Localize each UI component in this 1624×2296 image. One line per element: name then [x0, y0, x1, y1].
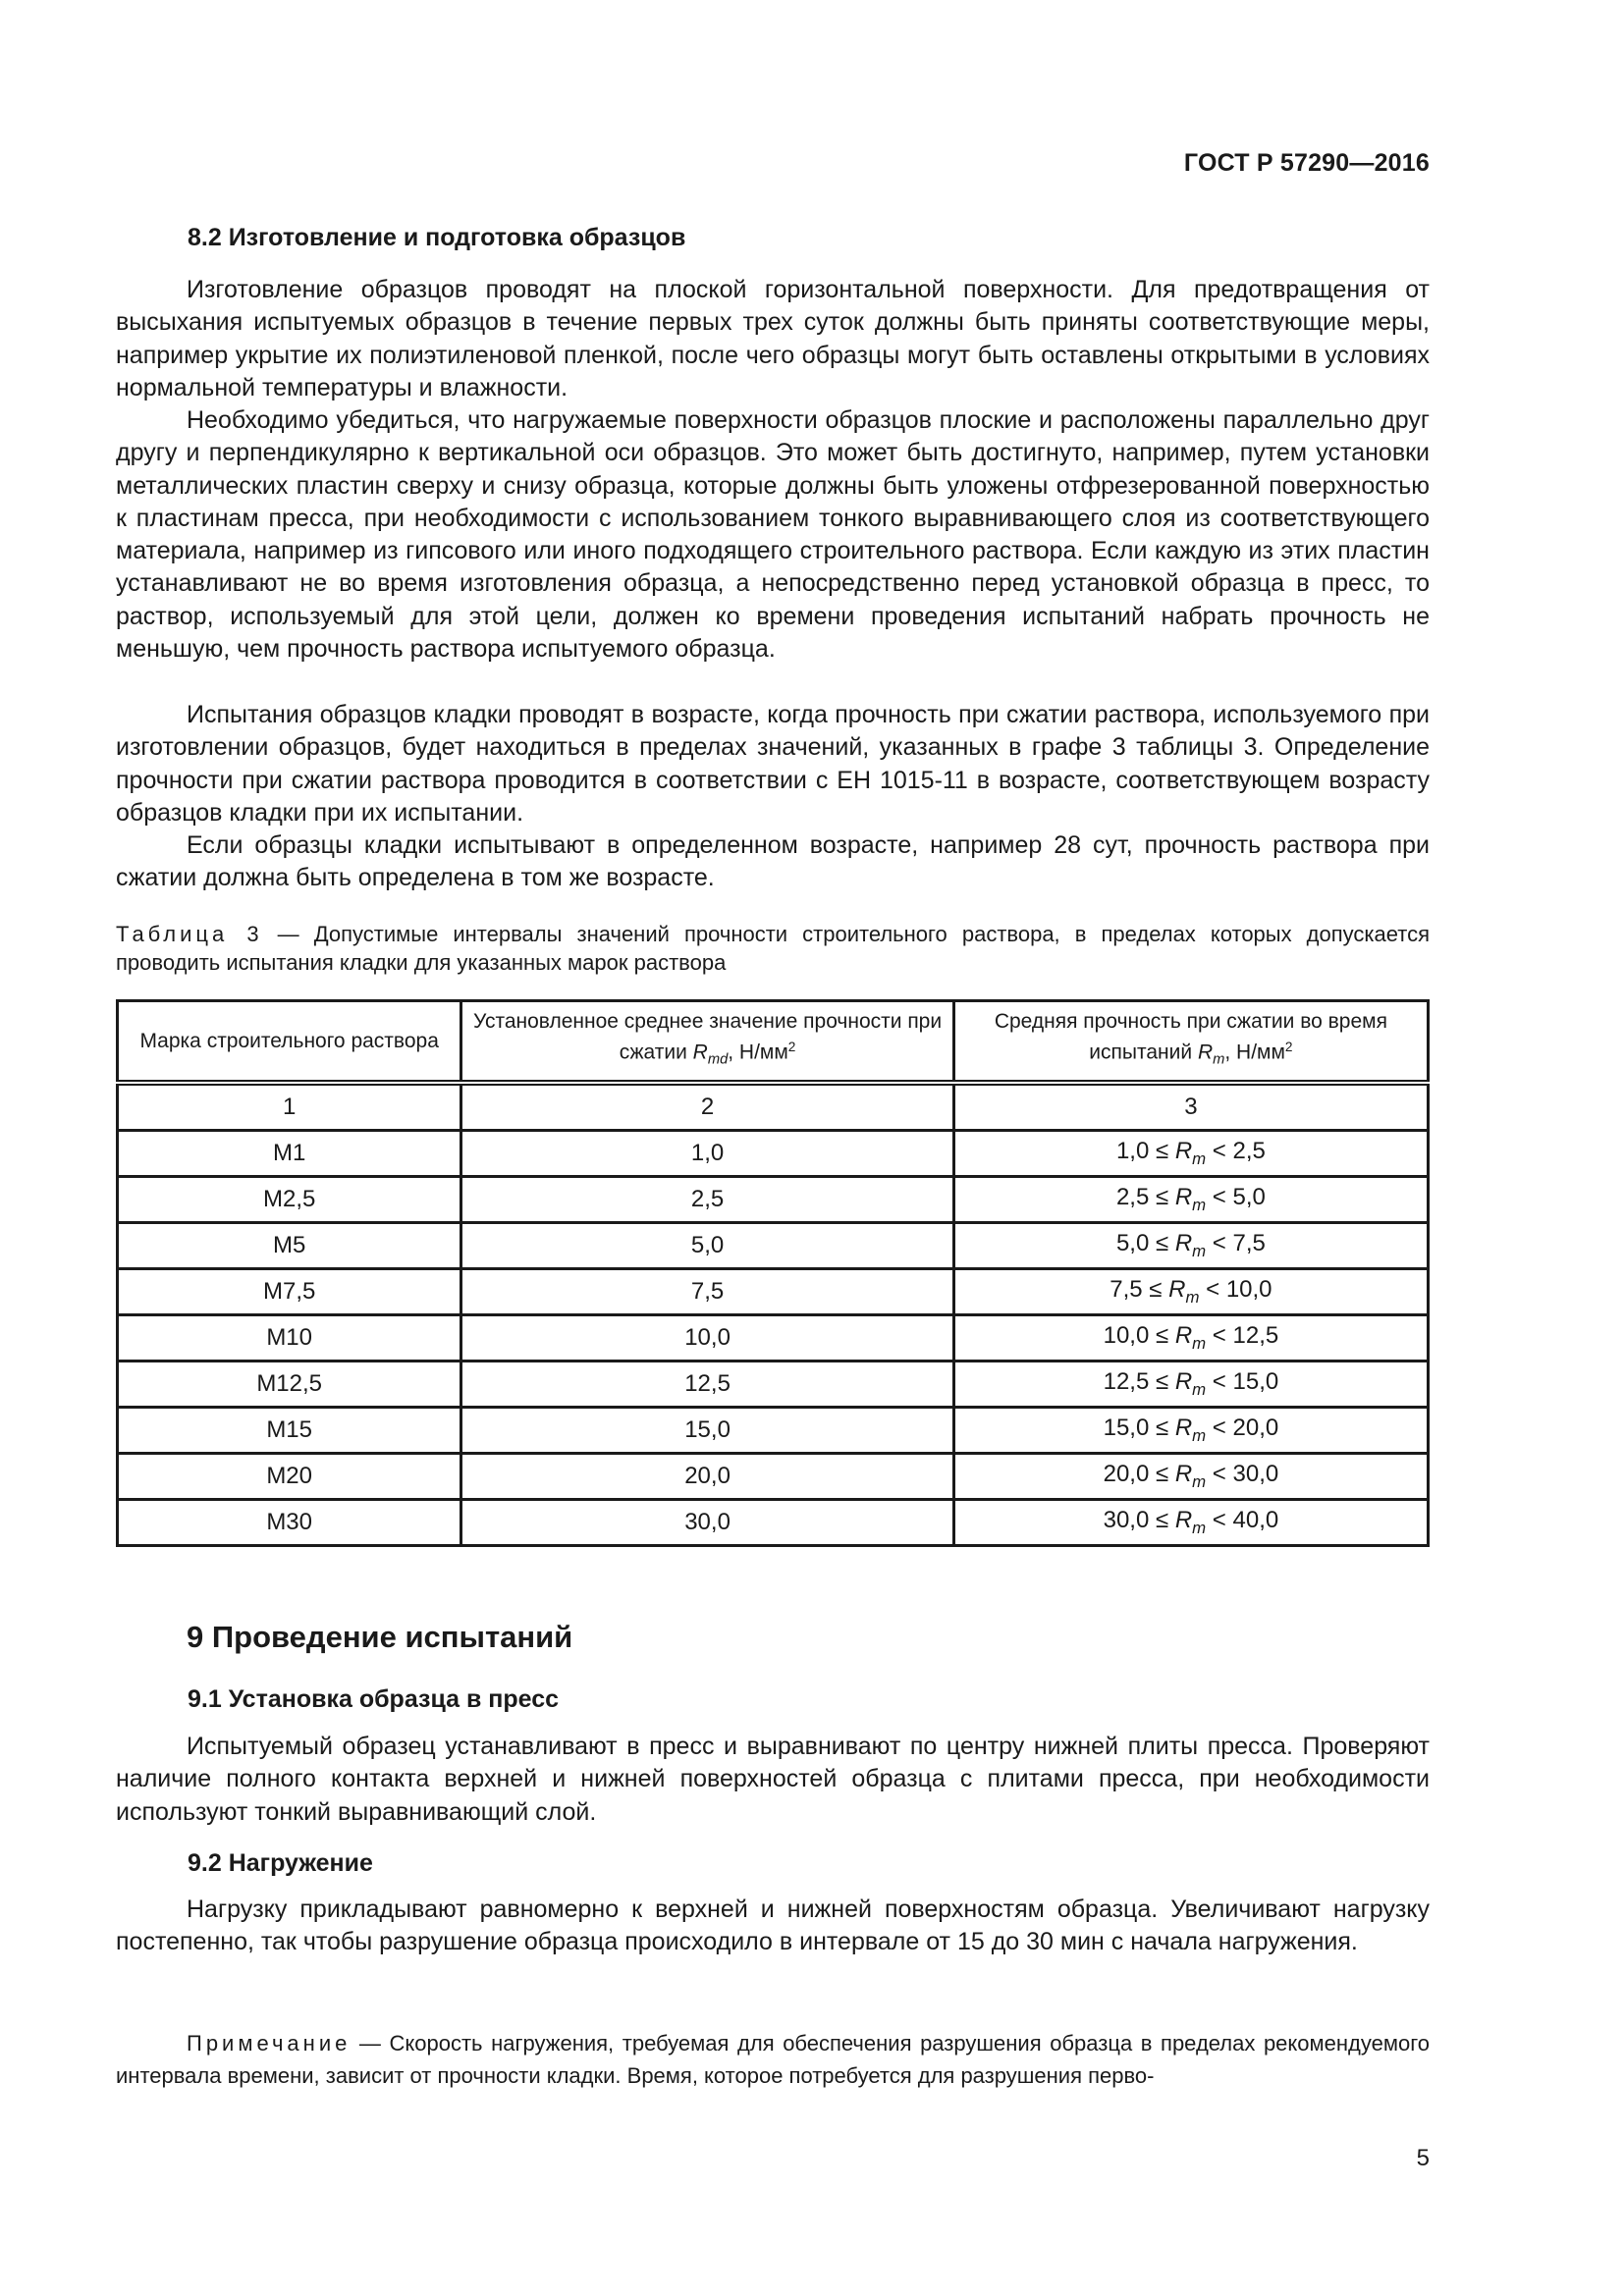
paragraph-text: Изготовление образцов проводят на плоской горизонтальной поверхности. Для предотвращения от высыхания испытуемых образцов в течение первых трех суток должны быть приняты соответствующие меры, например укрытие их полиэтиленовой пленкой, после чего образцы могут быть оставлены открытыми в условиях нормальной температуры и влажности.	[116, 276, 1430, 401]
paragraph	[116, 829, 1430, 895]
mortar-grade: М1	[118, 1131, 461, 1177]
table-row	[118, 1315, 1429, 1362]
page-number: 5	[1416, 2145, 1430, 2171]
mortar-grade: М5	[118, 1223, 461, 1269]
range-upper: < 10,0	[1199, 1276, 1272, 1304]
mortar-grade: М7,5	[118, 1269, 461, 1315]
range-upper: < 7,5	[1206, 1230, 1266, 1257]
table-row	[118, 1362, 1429, 1408]
note	[116, 2027, 1430, 2092]
subscript-md: md	[707, 1051, 729, 1068]
section-8-2-title: 8.2 Изготовление и подготовка образцов	[188, 224, 686, 251]
range-lower: 15,0 ≤	[1103, 1415, 1175, 1442]
mean-strength: 12,5	[461, 1362, 953, 1408]
symbol-r: R	[1197, 1041, 1214, 1064]
header-mean-strength	[461, 1001, 953, 1084]
table-row	[118, 1131, 1429, 1177]
strength-range	[953, 1177, 1428, 1223]
mortar-grade: М10	[118, 1315, 461, 1362]
superscript: 2	[787, 1040, 796, 1055]
subscript-m: m	[1192, 1471, 1207, 1491]
symbol-r: R	[1174, 1138, 1193, 1165]
symbol-r: R	[1174, 1322, 1193, 1350]
header-text: Средняя прочность при сжатии во время испытаний	[994, 1010, 1387, 1064]
paragraph-text: Необходимо убедиться, что нагружаемые поверхности образцов плоские и расположены параллельно друг другу и перпендикулярно к вертикальной оси образцов. Это может быть достигнуто, например, путем установки металлических пластин сверху и снизу образца, которые должны быть уложены отфрезерованной поверхностью к пластинам пресса, при необходимости с использованием тонкого выравнивающего слоя из соответствующего материала, например из гипсового или иного подходящего строительного раствора. Если каждую из этих пластин устанавливают не во время изготовления образца, а непосредственно перед установкой образца в пресс, то раствор, используемый для этой цели, должен ко времени проведения испытаний набрать прочность не меньшую, чем прочность раствора испытуемого образца.	[116, 406, 1430, 664]
range-upper: < 12,5	[1206, 1322, 1279, 1350]
mean-strength: 15,0	[461, 1408, 953, 1454]
range-lower: 2,5 ≤	[1115, 1184, 1175, 1211]
mortar-grade: М15	[118, 1408, 461, 1454]
table-row	[118, 1269, 1429, 1315]
subscript-m: m	[1185, 1287, 1200, 1307]
header-text: Установленное среднее значение прочности при сжатии	[473, 1010, 943, 1064]
range-lower: 30,0 ≤	[1103, 1507, 1175, 1534]
column-number: 1	[118, 1083, 461, 1131]
unit: , Н/мм	[1224, 1041, 1285, 1064]
mortar-grade: М30	[118, 1500, 461, 1546]
mean-strength: 5,0	[461, 1223, 953, 1269]
strength-range	[953, 1269, 1428, 1315]
header-text: Марка строительного раствора	[139, 1029, 439, 1052]
paragraph-text: Если образцы кладки испытывают в определенном возрасте, например 28 сут, прочность раствора при сжатии должна быть определена в том же возрасте.	[116, 831, 1430, 892]
symbol-r: R	[1168, 1276, 1186, 1304]
note-text: — Скорость нагружения, требуемая для обеспечения разрушения образца в пределах рекомендуемого интервала времени, зависит от прочности кладки. Время, которое потребуется для разрушения перво-	[116, 2031, 1430, 2088]
table-caption-text: — Допустимые интервалы значений прочности строительного раствора, в пределах которых допускается проводить испытания кладки для указанных марок раствора	[116, 922, 1431, 975]
range-upper: < 30,0	[1206, 1461, 1279, 1488]
strength-range	[953, 1454, 1428, 1500]
section-9-2-title: 9.2 Нагружение	[188, 1849, 373, 1877]
symbol-r: R	[1174, 1230, 1193, 1257]
mortar-grade: М2,5	[118, 1177, 461, 1223]
table-row	[118, 1408, 1429, 1454]
subscript-m: m	[1192, 1518, 1207, 1537]
range-lower: 1,0 ≤	[1115, 1138, 1175, 1165]
strength-range	[953, 1362, 1428, 1408]
strength-range	[953, 1500, 1428, 1546]
subscript-m: m	[1192, 1241, 1207, 1260]
range-upper: < 15,0	[1206, 1368, 1279, 1396]
subscript-m: m	[1192, 1148, 1207, 1168]
symbol-r: R	[1174, 1415, 1193, 1442]
strength-range	[953, 1223, 1428, 1269]
table-row	[118, 1500, 1429, 1546]
mortar-strength-table	[116, 999, 1430, 1547]
paragraph	[116, 274, 1430, 404]
header-mortar-grade	[118, 1001, 461, 1084]
mean-strength: 7,5	[461, 1269, 953, 1315]
paragraph	[116, 404, 1430, 666]
subscript-m: m	[1192, 1333, 1207, 1353]
strength-range	[953, 1315, 1428, 1362]
table-row	[118, 1223, 1429, 1269]
range-lower: 20,0 ≤	[1103, 1461, 1175, 1488]
table-row	[118, 1177, 1429, 1223]
symbol-r: R	[692, 1041, 708, 1064]
section-9-1-title: 9.1 Установка образца в пресс	[188, 1685, 560, 1713]
symbol-r: R	[1174, 1507, 1193, 1534]
mean-strength: 20,0	[461, 1454, 953, 1500]
paragraph	[116, 699, 1430, 829]
column-number: 3	[953, 1083, 1428, 1131]
unit: , Н/мм	[728, 1041, 788, 1064]
table-caption	[116, 920, 1430, 977]
strength-range	[953, 1408, 1428, 1454]
strength-range	[953, 1131, 1428, 1177]
paragraph	[116, 1731, 1430, 1829]
mean-strength: 30,0	[461, 1500, 953, 1546]
symbol-r: R	[1174, 1184, 1193, 1211]
section-9-title: 9 Проведение испытаний	[187, 1620, 573, 1654]
subscript-m: m	[1213, 1051, 1225, 1068]
mean-strength: 10,0	[461, 1315, 953, 1362]
range-upper: < 20,0	[1206, 1415, 1279, 1442]
table-caption-label: Таблица 3	[116, 922, 263, 946]
subscript-m: m	[1192, 1195, 1207, 1214]
range-lower: 7,5 ≤	[1110, 1276, 1169, 1304]
range-lower: 5,0 ≤	[1115, 1230, 1175, 1257]
mortar-grade: М12,5	[118, 1362, 461, 1408]
paragraph	[116, 1894, 1430, 1959]
range-upper: < 40,0	[1206, 1507, 1279, 1534]
paragraph-text: Нагрузку прикладывают равномерно к верхней и нижней поверхностям образца. Увеличивают нагрузку постепенно, так чтобы разрушение образца происходило в интервале от 15 до 30 мин с начала нагружения.	[116, 1896, 1430, 1956]
table-row	[118, 1454, 1429, 1500]
paragraph-text: Испытания образцов кладки проводят в возрасте, когда прочность при сжатии раствора, используемого при изготовлении образцов, будет находиться в пределах значений, указанных в графе 3 таблицы 3. Определение прочности при сжатии раствора проводится в соответствии с ЕН 1015-11 в возрасте, соответствующем возрасту образцов кладки при их испытании.	[116, 701, 1430, 827]
range-upper: < 5,0	[1206, 1184, 1266, 1211]
column-number: 2	[461, 1083, 953, 1131]
paragraph-text: Испытуемый образец устанавливают в пресс и выравнивают по центру нижней плиты пресса. Проверяют наличие полного контакта верхней и нижней поверхностей образца с плитами пресса, при необходимости используют тонкий выравнивающий слой.	[116, 1733, 1430, 1826]
symbol-r: R	[1174, 1368, 1193, 1396]
superscript: 2	[1284, 1040, 1293, 1055]
column-number-row	[118, 1083, 1429, 1131]
range-upper: < 2,5	[1206, 1138, 1266, 1165]
mean-strength: 1,0	[461, 1131, 953, 1177]
header-test-strength	[953, 1001, 1428, 1084]
subscript-m: m	[1192, 1379, 1207, 1399]
document-code: ГОСТ Р 57290—2016	[1183, 149, 1430, 177]
mortar-grade: М20	[118, 1454, 461, 1500]
note-label: Примечание	[187, 2031, 352, 2056]
symbol-r: R	[1174, 1461, 1193, 1488]
range-lower: 12,5 ≤	[1103, 1368, 1175, 1396]
table-header-row	[118, 1001, 1429, 1084]
mean-strength: 2,5	[461, 1177, 953, 1223]
subscript-m: m	[1192, 1425, 1207, 1445]
range-lower: 10,0 ≤	[1103, 1322, 1175, 1350]
